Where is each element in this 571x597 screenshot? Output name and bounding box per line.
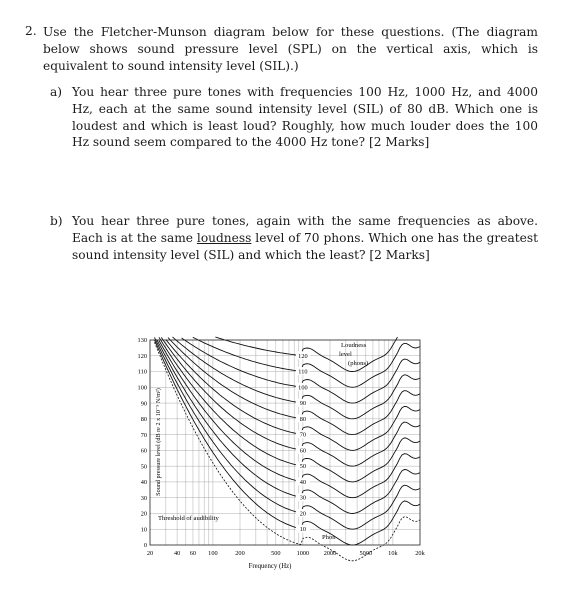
part-a-text: You hear three pure tones with frequencies 100 Hz, 1000 Hz, and 4000 Hz, each at the same sound intensity level (SIL) of 80 dB. Which one is loudest and which is least loud? Roughly, how much louder does the 100 Hz sound seem compared to the 4000 Hz tone? [2 Marks] bbox=[72, 85, 538, 150]
x-tick-labels bbox=[147, 550, 426, 557]
y-tick-label: 10 bbox=[140, 526, 147, 534]
loudness-curve bbox=[157, 339, 420, 513]
y-tick-label: 110 bbox=[137, 368, 147, 376]
x-tick-label: 100 bbox=[208, 550, 218, 557]
x-axis-label: Frequency (Hz) bbox=[248, 563, 292, 570]
part-b-text bbox=[72, 213, 538, 263]
x-tick-label: 40 bbox=[173, 550, 181, 557]
y-tick-label: 40 bbox=[140, 479, 147, 487]
curve-label: 50 bbox=[299, 463, 307, 471]
part-b-text-before: You hear three pure tones, again with the same frequencies as above. Each is at the same bbox=[72, 214, 538, 245]
y-tick-label: 30 bbox=[140, 494, 147, 502]
part-b-underlined-word: loudness bbox=[196, 230, 252, 245]
y-tick-label: 60 bbox=[140, 447, 147, 455]
question-intro: Use the Fletcher-Munson diagram below for these questions. (The diagram below shows sound pressure level (SPL) on the vertical axis, which is equivalent to sound intensity level (SIL).) bbox=[43, 25, 538, 73]
curve-label: 60 bbox=[299, 447, 307, 455]
x-tick-label: 500 bbox=[271, 550, 281, 557]
threshold-label: Threshold of audibility bbox=[158, 515, 219, 522]
curve-label: 80 bbox=[299, 415, 307, 423]
y-tick-label: 70 bbox=[140, 431, 147, 439]
threshold-curve bbox=[155, 342, 421, 561]
part-a-label: a) bbox=[50, 85, 63, 99]
phon-label: Phon bbox=[322, 534, 336, 541]
legend-title-3: (phons) bbox=[348, 360, 369, 367]
x-tick-label: 60 bbox=[189, 550, 197, 557]
part-b-text-after: level of 70 phons. Which one has the greatest sound intensity level (SIL) and which the least? [2 Marks] bbox=[72, 230, 538, 262]
curve-label: 70 bbox=[299, 431, 307, 439]
x-tick-label: 10k bbox=[388, 550, 398, 557]
legend-title-2: level bbox=[339, 351, 352, 358]
y-tick-label: 90 bbox=[140, 400, 147, 408]
x-tick-label: 20k bbox=[415, 550, 425, 557]
y-tick-label: 0 bbox=[143, 542, 147, 550]
question-number: 2. bbox=[25, 24, 37, 38]
x-tick-label: 20 bbox=[146, 550, 154, 557]
x-tick-label: 200 bbox=[235, 550, 245, 557]
y-tick-label: 120 bbox=[137, 352, 147, 360]
loudness-curve bbox=[166, 340, 420, 451]
curve-label: 110 bbox=[298, 368, 308, 376]
y-axis-label: Sound pressure level (dB re 2 x 10⁻⁵ N/m²) bbox=[155, 388, 162, 496]
y-tick-label: 80 bbox=[140, 416, 147, 424]
y-tick-label: 50 bbox=[140, 463, 147, 471]
y-tick-label: 130 bbox=[137, 337, 147, 345]
x-tick-label: 1000 bbox=[296, 550, 310, 557]
x-tick-label: 2000 bbox=[323, 550, 337, 557]
part-b-label: b) bbox=[50, 214, 63, 228]
fletcher-munson-diagram bbox=[110, 330, 440, 570]
curve-label: 10 bbox=[299, 526, 307, 534]
legend-title-1: Loudness bbox=[341, 342, 367, 349]
curve-label: 90 bbox=[299, 400, 307, 408]
x-tick-label: 5000 bbox=[359, 550, 373, 557]
curve-label: 20 bbox=[299, 510, 307, 518]
y-tick-label: 20 bbox=[140, 510, 147, 518]
y-tick-labels bbox=[138, 337, 147, 549]
curve-label: 30 bbox=[299, 494, 307, 502]
curve-label: 120 bbox=[298, 352, 308, 360]
loudness-curve bbox=[155, 337, 421, 529]
curve-label: 40 bbox=[299, 478, 307, 486]
loudness-curve bbox=[159, 337, 420, 482]
y-tick-label: 100 bbox=[137, 384, 147, 392]
curve-label: 100 bbox=[298, 384, 308, 392]
equal-loudness-curves bbox=[155, 337, 421, 561]
